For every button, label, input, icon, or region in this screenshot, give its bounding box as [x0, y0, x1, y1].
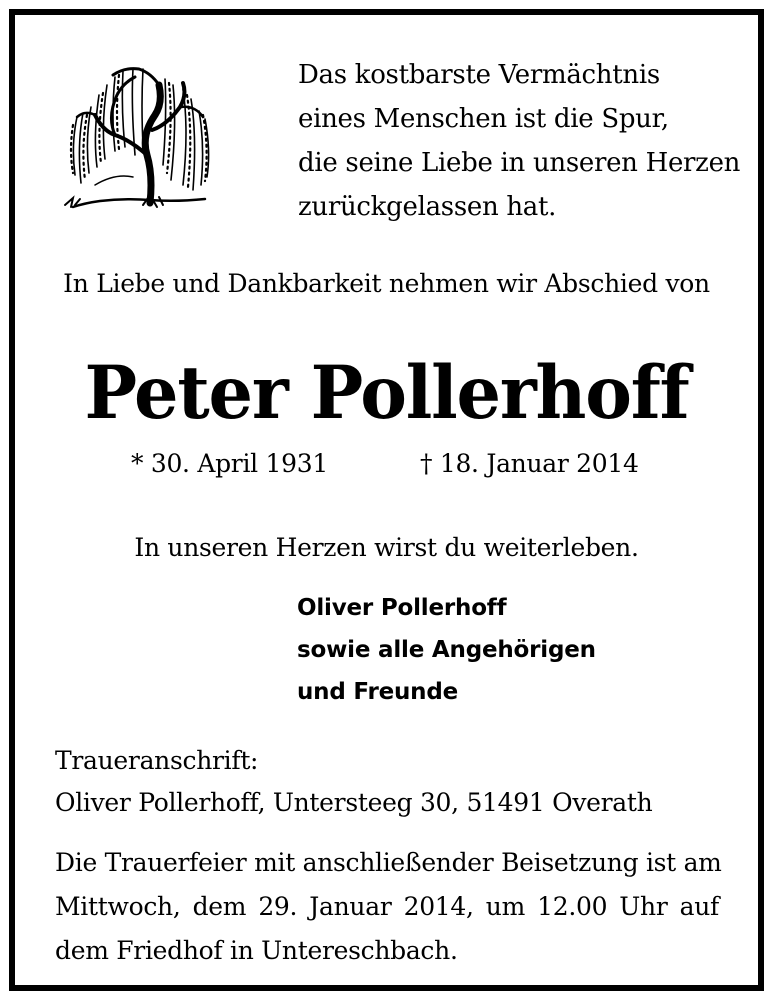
mourners-block: [297, 587, 596, 713]
farewell-intro: In Liebe und Dankbarkeit nehmen wir Abschied von: [63, 269, 710, 298]
ceremony-line: dem Friedhof in Untereschbach.: [55, 936, 458, 965]
farewell-message: In unseren Herzen wirst du weiterleben.: [134, 533, 639, 562]
ceremony-line: Mittwoch, dem 29. Januar 2014, um 12.00 Uhr auf: [55, 892, 719, 921]
mourning-address: [55, 740, 652, 824]
address-line: Oliver Pollerhoff, Untersteeg 30, 51491 Overath: [55, 788, 653, 817]
weeping-willow-icon: [55, 55, 215, 220]
verse-line: die seine Liebe in unseren Herzen: [298, 148, 741, 178]
death-date: † 18. Januar 2014: [420, 449, 639, 478]
deceased-name: Peter Pollerhoff: [84, 348, 689, 437]
ceremony-details: [55, 841, 722, 973]
mourner-line: und Freunde: [297, 679, 459, 705]
verse-line: eines Menschen ist die Spur,: [298, 104, 669, 134]
mourner-line: sowie alle Angehörigen: [297, 637, 596, 663]
verse-line: Das kostbarste Vermächtnis: [298, 60, 660, 90]
address-label: Traueranschrift:: [55, 746, 259, 775]
birth-date: * 30. April 1931: [131, 449, 328, 478]
ceremony-line: Die Trauerfeier mit anschließender Beisetzung ist am: [55, 848, 722, 877]
mourner-line: Oliver Pollerhoff: [297, 595, 507, 621]
obituary-frame: [9, 9, 764, 991]
verse-line: zurückgelassen hat.: [298, 192, 557, 222]
memorial-verse: [298, 53, 740, 229]
